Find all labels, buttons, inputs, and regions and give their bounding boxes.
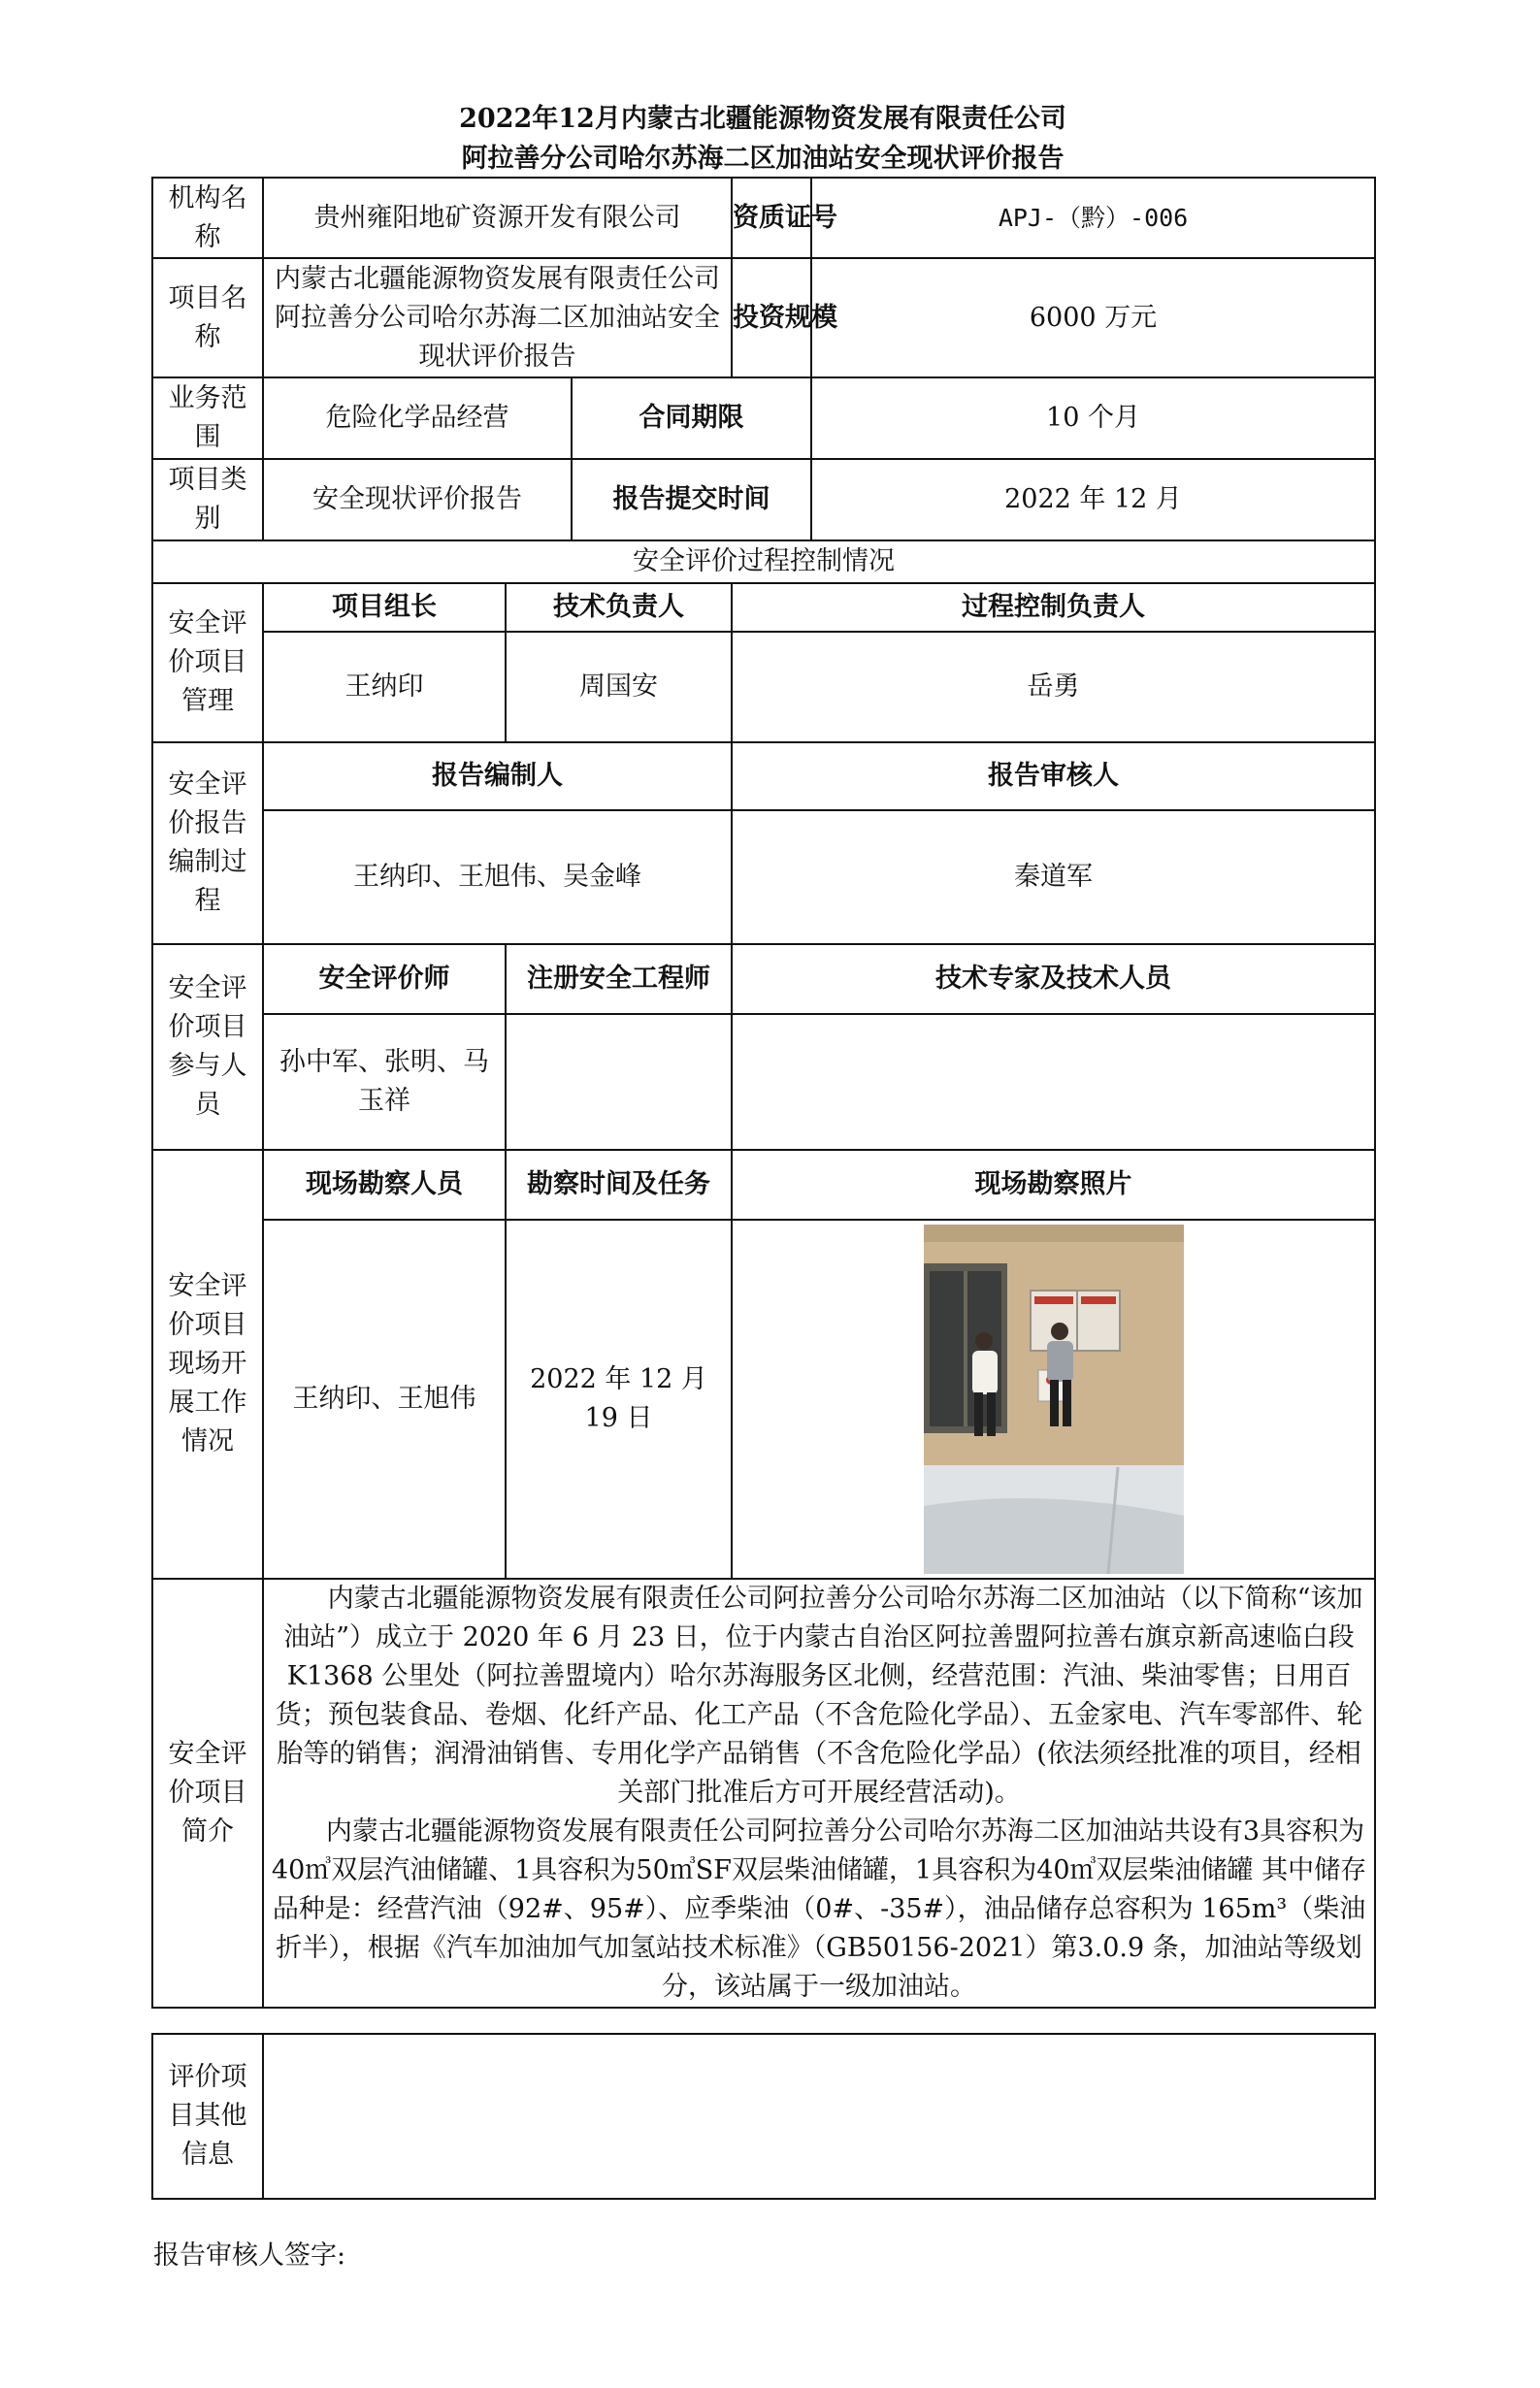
site-photo — [924, 1225, 1184, 1574]
expert-value — [732, 1014, 1375, 1150]
leader-header: 项目组长 — [263, 583, 506, 632]
assessor-header: 安全评价师 — [263, 944, 506, 1014]
doc-title-line1: 2022年12月内蒙古北疆能源物资发展有限责任公司 — [459, 104, 1066, 134]
contract-label: 合同期限 — [572, 377, 811, 459]
tech-value: 周国安 — [506, 632, 732, 742]
author-value: 王纳印、王旭伟、吴金峰 — [263, 810, 732, 944]
qual-value: APJ-（黔）-006 — [811, 178, 1375, 258]
row-participants-values — [152, 1014, 1375, 1150]
assessor-value: 孙中军、张明、马玉祥 — [263, 1014, 506, 1150]
category-label: 项目类别 — [152, 459, 263, 540]
row-participants-header — [152, 944, 1375, 1014]
engineer-value — [506, 1014, 732, 1150]
site-people-value: 王纳印、王旭伟 — [263, 1220, 506, 1579]
row-other — [152, 2034, 1375, 2199]
intro-label: 安全评价项目简介 — [152, 1579, 263, 2008]
management-label: 安全评价项目管理 — [152, 583, 263, 742]
row-business — [152, 377, 1375, 459]
business-label: 业务范围 — [152, 377, 263, 459]
other-info-table — [151, 2033, 1376, 2200]
org-label: 机构名称 — [152, 178, 263, 258]
other-value — [263, 2034, 1375, 2199]
row-compile-header — [152, 742, 1375, 810]
submit-value: 2022 年 12 月 — [811, 459, 1375, 540]
process-header: 过程控制负责人 — [732, 583, 1375, 632]
row-section-title — [152, 540, 1375, 583]
doc-title-line2: 阿拉善分公司哈尔苏海二区加油站安全现状评价报告 — [461, 144, 1065, 174]
project-label: 项目名称 — [152, 258, 263, 377]
participants-label: 安全评价项目参与人员 — [152, 944, 263, 1150]
compile-label: 安全评价报告编制过程 — [152, 742, 263, 944]
row-compile-values — [152, 810, 1375, 944]
row-org — [152, 178, 1375, 258]
site-photo-header: 现场勘察照片 — [732, 1150, 1375, 1220]
engineer-header: 注册安全工程师 — [506, 944, 732, 1014]
row-category — [152, 459, 1375, 540]
invest-value: 6000 万元 — [811, 258, 1375, 377]
site-label: 安全评价项目现场开展工作情况 — [152, 1150, 263, 1579]
expert-header: 技术专家及技术人员 — [732, 944, 1375, 1014]
author-header: 报告编制人 — [263, 742, 732, 810]
site-people-header: 现场勘察人员 — [263, 1150, 506, 1220]
row-site-header — [152, 1150, 1375, 1220]
section-title: 安全评价过程控制情况 — [152, 540, 1375, 583]
business-value: 危险化学品经营 — [263, 377, 572, 459]
contract-value: 10 个月 — [811, 377, 1375, 459]
qual-label: 资质证号 — [732, 178, 811, 258]
submit-label: 报告提交时间 — [572, 459, 811, 540]
reviewer-header: 报告审核人 — [732, 742, 1375, 810]
org-value: 贵州雍阳地矿资源开发有限公司 — [263, 178, 732, 258]
site-time-header: 勘察时间及任务 — [506, 1150, 732, 1220]
project-value: 内蒙古北疆能源物资发展有限责任公司阿拉善分公司哈尔苏海二区加油站安全现状评价报告 — [263, 258, 732, 377]
category-value: 安全现状评价报告 — [263, 459, 572, 540]
intro-text — [263, 1579, 1375, 2008]
site-time-value: 2022 年 12 月 19 日 — [506, 1220, 732, 1579]
reviewer-signature-label: 报告审核人签字: — [153, 2241, 346, 2271]
row-intro — [152, 1579, 1375, 2008]
reviewer-value: 秦道军 — [732, 810, 1375, 944]
row-management-values — [152, 632, 1375, 742]
tech-header: 技术负责人 — [506, 583, 732, 632]
invest-label: 投资规模 — [732, 258, 811, 377]
row-project — [152, 258, 1375, 377]
intro-paragraph-2: 内蒙古北疆能源物资发展有限责任公司阿拉善分公司哈尔苏海二区加油站共设有3具容积为40㎥双层汽油储罐、1具容积为50㎥SF双层柴油储罐，1具容积为40㎥双层柴油储罐 其中储存品种是：经营汽油（92#、95#）、应季柴油（0#、-35#），油品储存总容积为 165m³（柴油折半），根据《汽车加油加气加氢站技术标准》（GB50156-2021）第3.0.9 条，加油站等级划分，该站属于一级加油站。 — [271, 1816, 1367, 2002]
leader-value: 王纳印 — [263, 632, 506, 742]
process-value: 岳勇 — [732, 632, 1375, 742]
other-label: 评价项目其他信息 — [152, 2034, 263, 2199]
evaluation-form-table — [151, 177, 1376, 2009]
row-site-values — [152, 1220, 1375, 1579]
site-photo-cell — [732, 1220, 1375, 1579]
row-management-header — [152, 583, 1375, 632]
intro-paragraph-1: 内蒙古北疆能源物资发展有限责任公司阿拉善分公司哈尔苏海二区加油站（以下简称“该加油站”）成立于 2020 年 6 月 23 日，位于内蒙古自治区阿拉善盟阿拉善右旗京新高速临白段 K1368 公里处（阿拉善盟境内）哈尔苏海服务区北侧，经营范围：汽油、柴油零售；日用百货；预包装食品、卷烟、化纤产品、化工产品（不含危险化学品）、五金家电、汽车零部件、轮胎等的销售；润滑油销售、专用化学产品销售（不含危险化学品）(依法须经批准的项目，经相关部门批准后方可开展经营活动)。 — [275, 1584, 1363, 1808]
site-photo-image — [924, 1225, 1184, 1574]
